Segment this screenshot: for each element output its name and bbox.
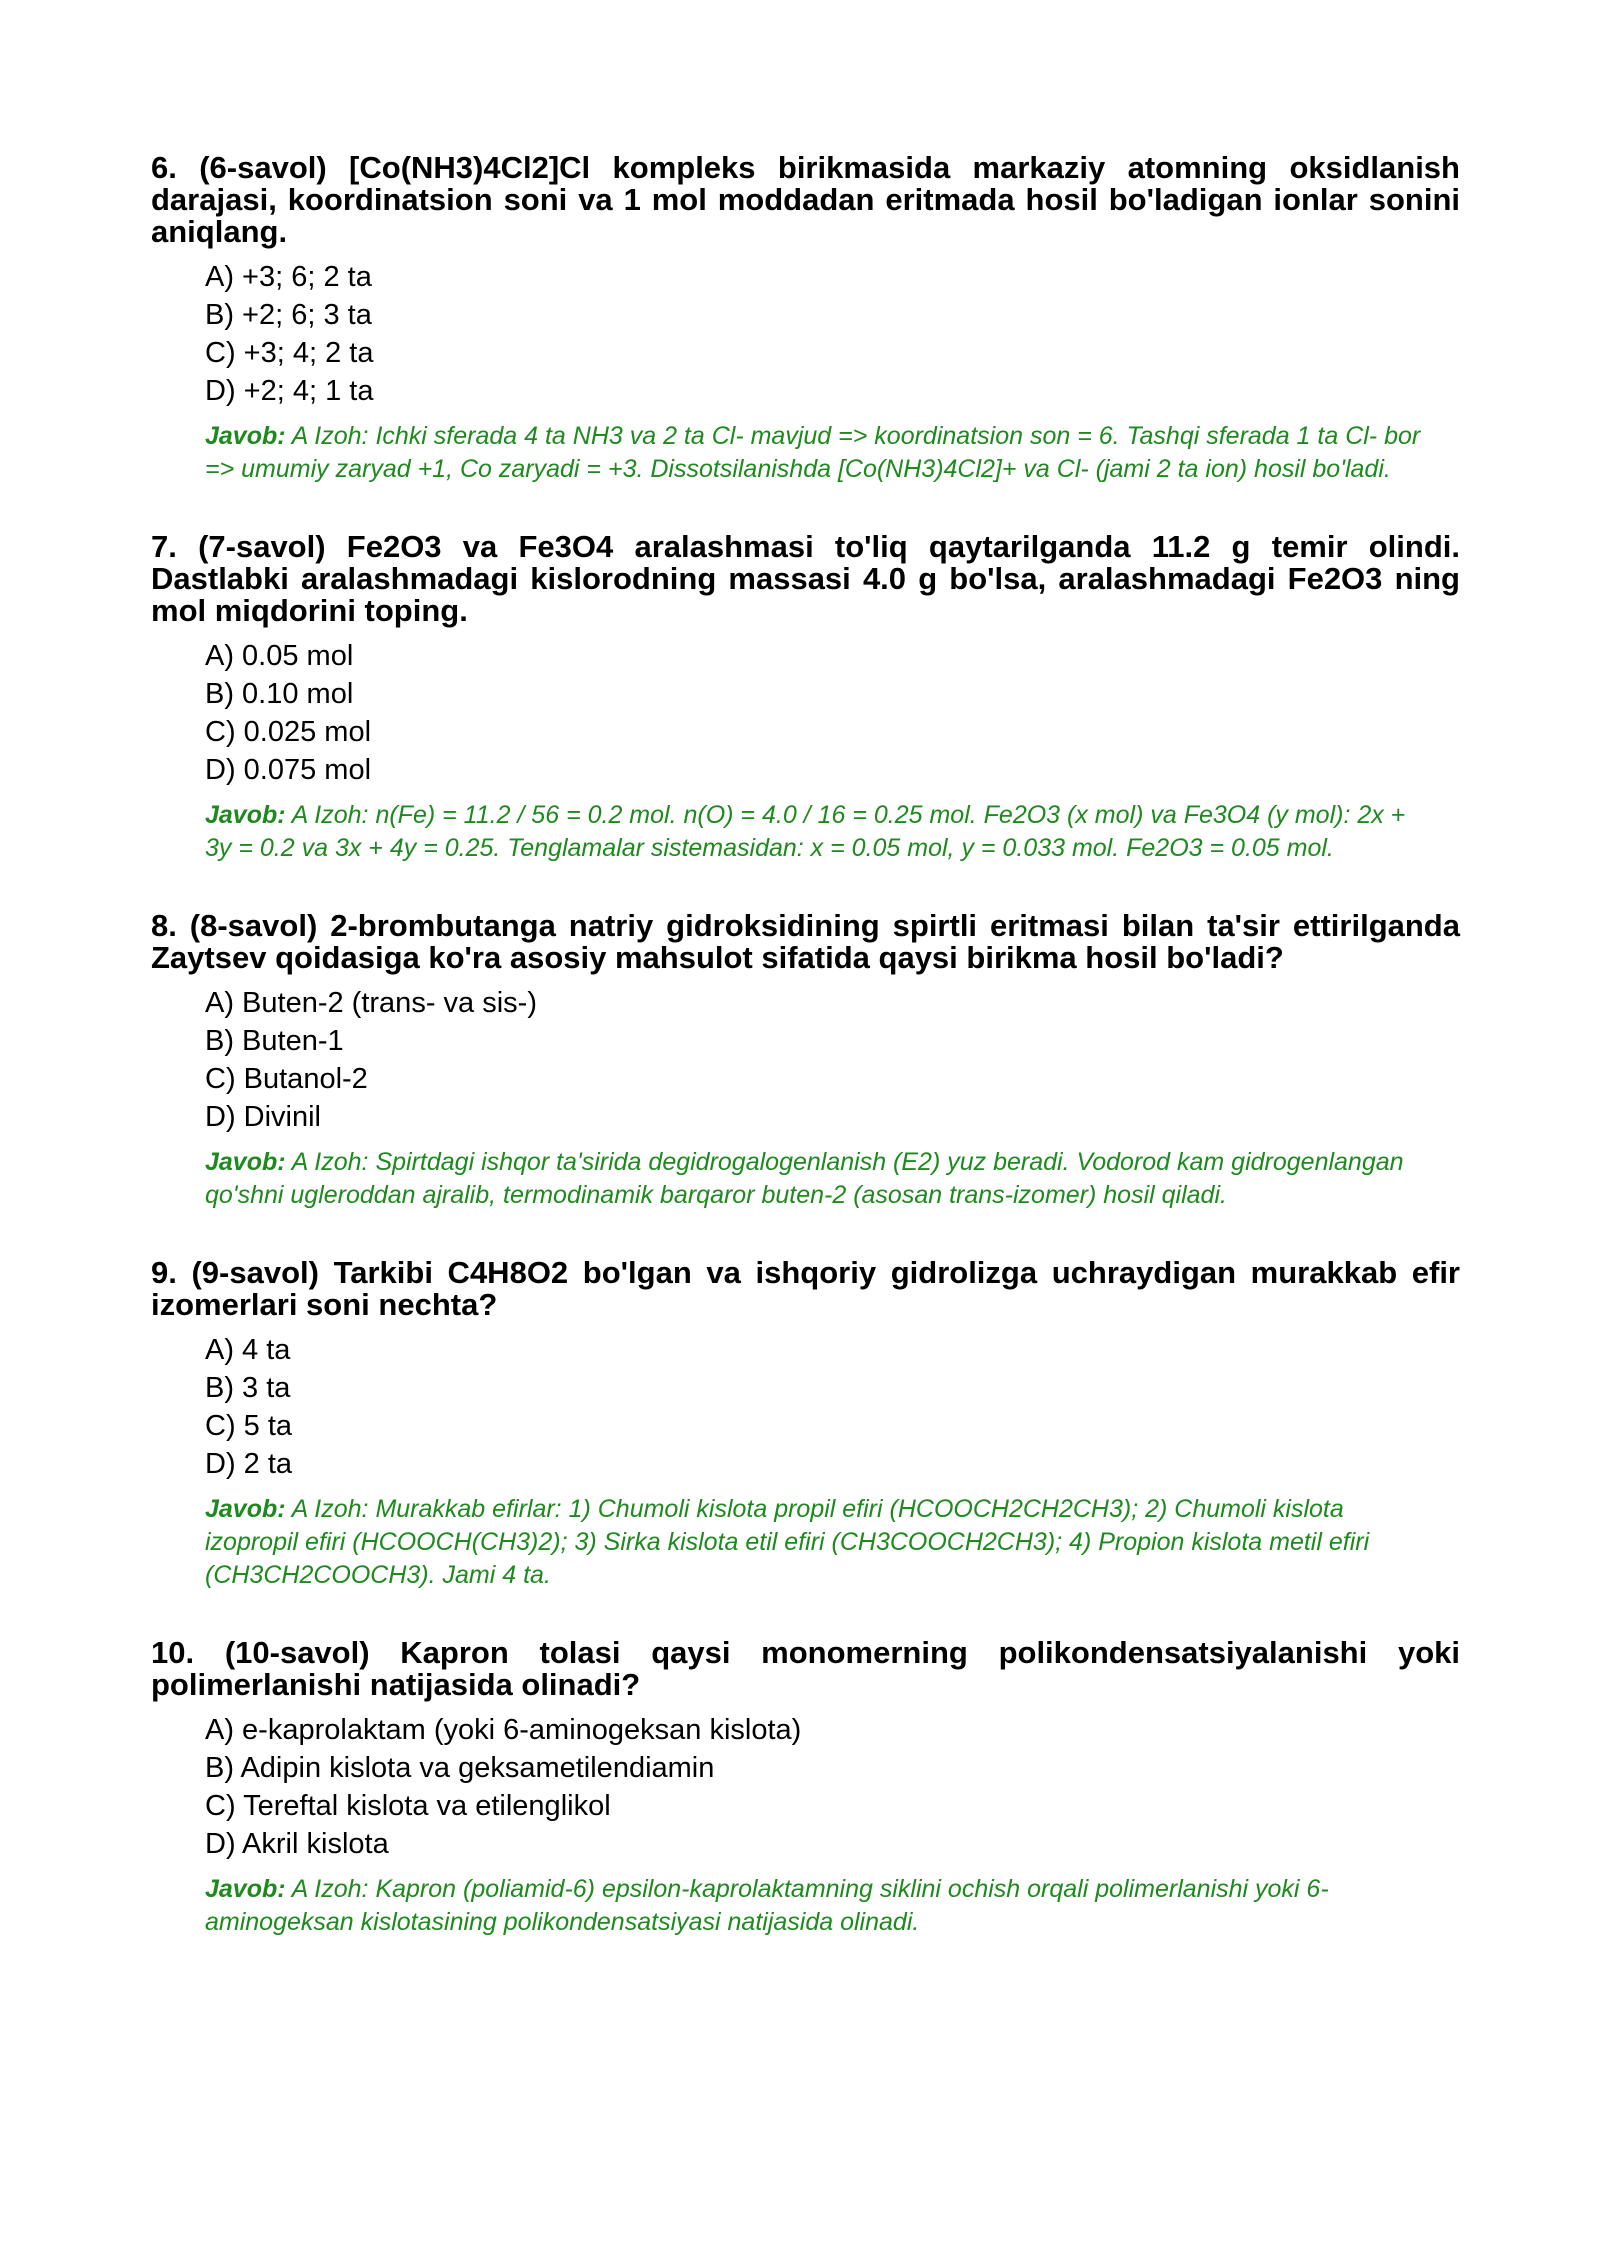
option-list [205, 1331, 1460, 1483]
answer-explanation [205, 1146, 1430, 1212]
answer-text: A Izoh: Kapron (poliamid-6) epsilon-kaprolaktamning siklini ochish orqali polimerlanishi yoki 6-aminogeksan kislotasining polikondensatsiyasi natijasida olinadi. [205, 1875, 1329, 1936]
answer-text: A Izoh: n(Fe) = 11.2 / 56 = 0.2 mol. n(O) = 4.0 / 16 = 0.25 mol. Fe2O3 (x mol) va Fe3O4 (y mol): 2x + 3y = 0.2 va 3x + 4y = 0.25. Tenglamalar sistemasidan: x = 0.05 mol, y = 0.033 mol. Fe2O3 = 0.05 mol. [205, 801, 1406, 862]
option-b: B) 0.10 mol [205, 678, 354, 710]
option-list [205, 984, 1460, 1136]
question-7 [151, 531, 1460, 865]
question-6 [151, 152, 1460, 486]
question-text: 6. (6-savol) [Co(NH3)4Cl2]Cl kompleks birikmasida markaziy atomning oksidlanish darajasi, koordinatsion soni va 1 mol moddadan eritmada hosil bo'ladigan ionlar sonini aniqlang. [151, 150, 1460, 249]
answer-label: Javob: [205, 1148, 286, 1176]
option-b: B) +2; 6; 3 ta [205, 299, 372, 331]
option-d: D) Akril kislota [205, 1828, 389, 1860]
answer-text: A Izoh: Ichki sferada 4 ta NH3 va 2 ta Cl- mavjud => koordinatsion son = 6. Tashqi sferada 1 ta Cl- bor => umumiy zaryad +1, Co zaryadi = +3. Dissotsilanishda [Co(NH3)4Cl2]+ va Cl- (jami 2 ta ion) hosil bo'ladi. [205, 422, 1421, 483]
answer-label: Javob: [205, 1495, 286, 1523]
question-text: 8. (8-savol) 2-brombutanga natriy gidroksidining spirtli eritmasi bilan ta'sir ettirilganda Zaytsev qoidasiga ko'ra asosiy mahsulot sifatida qaysi birikma hosil bo'ladi? [151, 908, 1460, 975]
option-a: A) +3; 6; 2 ta [205, 261, 372, 293]
option-d: D) Divinil [205, 1101, 321, 1133]
option-c: C) Tereftal kislota va etilenglikol [205, 1790, 611, 1822]
question-text: 9. (9-savol) Tarkibi C4H8O2 bo'lgan va ishqoriy gidrolizga uchraydigan murakkab efir izomerlari soni nechta? [151, 1255, 1460, 1322]
question-8 [151, 910, 1460, 1212]
option-a: A) 4 ta [205, 1334, 291, 1366]
answer-text: A Izoh: Spirtdagi ishqor ta'sirida degidrogalogenlanish (E2) yuz beradi. Vodorod kam gidrogenlangan qo'shni ugleroddan ajralib, termodinamik barqaror buten-2 (asosan trans-izomer) hosil qiladi. [205, 1148, 1404, 1209]
answer-label: Javob: [205, 801, 286, 829]
question-text: 7. (7-savol) Fe2O3 va Fe3O4 aralashmasi to'liq qaytarilganda 11.2 g temir olindi. Dastlabki aralashmadagi kislorodning massasi 4.0 g bo'lsa, aralashmadagi Fe2O3 ning mol miqdorini toping. [151, 529, 1460, 628]
option-b: B) 3 ta [205, 1372, 291, 1404]
answer-explanation [205, 1493, 1430, 1592]
answer-label: Javob: [205, 1875, 286, 1903]
answer-explanation [205, 1873, 1430, 1939]
option-b: B) Adipin kislota va geksametilendiamin [205, 1752, 715, 1784]
option-a: A) e-kaprolaktam (yoki 6-aminogeksan kislota) [205, 1714, 802, 1746]
option-c: C) 0.025 mol [205, 716, 372, 748]
answer-explanation [205, 420, 1430, 486]
option-d: D) 2 ta [205, 1448, 293, 1480]
option-d: D) 0.075 mol [205, 754, 372, 786]
answer-explanation [205, 799, 1430, 865]
question-9 [151, 1257, 1460, 1592]
option-b: B) Buten-1 [205, 1025, 344, 1057]
question-text: 10. (10-savol) Kapron tolasi qaysi monomerning polikondensatsiyalanishi yoki polimerlanishi natijasida olinadi? [151, 1635, 1460, 1702]
option-c: C) +3; 4; 2 ta [205, 337, 374, 369]
option-d: D) +2; 4; 1 ta [205, 375, 374, 407]
option-a: A) Buten-2 (trans- va sis-) [205, 987, 537, 1019]
option-list [205, 1711, 1460, 1863]
option-list [205, 258, 1460, 410]
option-a: A) 0.05 mol [205, 640, 354, 672]
question-10 [151, 1637, 1460, 1939]
answer-text: A Izoh: Murakkab efirlar: 1) Chumoli kislota propil efiri (HCOOCH2CH2CH3); 2) Chumoli kislota izopropil efiri (HCOOCH(CH3)2); 3) Sirka kislota etil efiri (CH3COOCH2CH3); 4) Propion kislota metil efiri (CH3CH2COOCH3). Jami 4 ta. [205, 1495, 1370, 1589]
option-list [205, 637, 1460, 789]
option-c: C) Butanol-2 [205, 1063, 368, 1095]
answer-label: Javob: [205, 422, 286, 450]
option-c: C) 5 ta [205, 1410, 293, 1442]
